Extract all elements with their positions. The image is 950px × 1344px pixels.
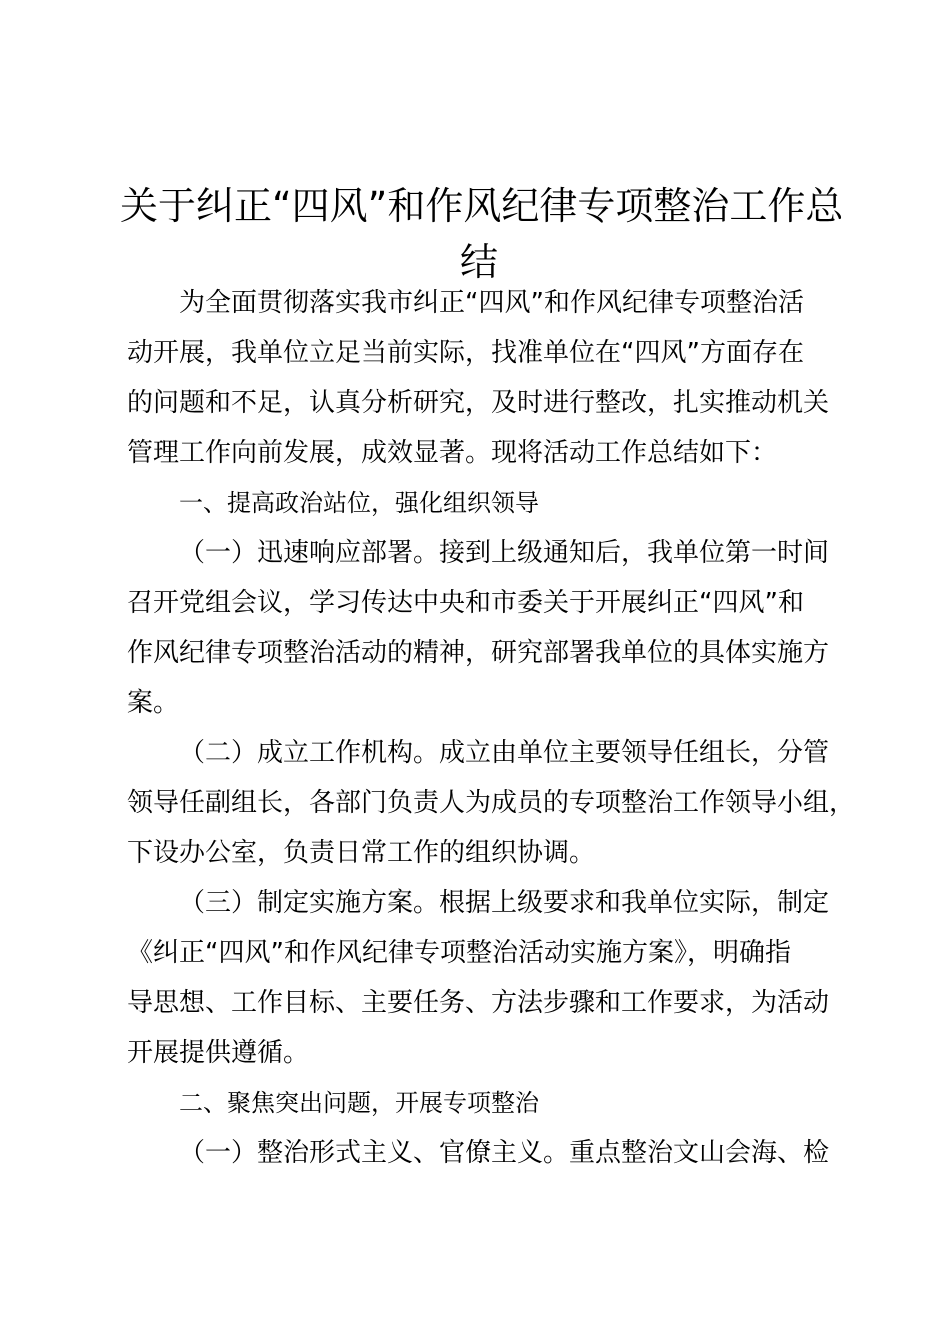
paragraph-line: （一）整治形式主义、官僚主义。重点整治文山会海、检 xyxy=(179,1138,830,1168)
subsection-paragraph xyxy=(127,528,847,728)
paragraph-line: （三）制定实施方案。根据上级要求和我单位实际，制定 xyxy=(179,888,830,918)
paragraph-line: （二）成立工作机构。成立由单位主要领导任组长，分管 xyxy=(179,738,830,768)
paragraph-line: 召开党组会议，学习传达中央和市委关于开展纠正“四风”和 xyxy=(127,588,804,618)
subsection-paragraph xyxy=(127,1128,847,1178)
paragraph-line: 下设办公室，负责日常工作的组织协调。 xyxy=(127,838,596,868)
paragraph-line: 领导任副组长，各部门负责人为成员的专项整治工作领导小组， xyxy=(127,788,856,818)
paragraph-line: 管理工作向前发展，成效显著。现将活动工作总结如下： xyxy=(127,438,778,468)
paragraph-line: （一）迅速响应部署。接到上级通知后，我单位第一时间 xyxy=(179,538,830,568)
intro-paragraph xyxy=(127,278,847,478)
subsection-paragraph xyxy=(127,728,856,878)
paragraph-line: 的问题和不足，认真分析研究，及时进行整改，扎实推动机关 xyxy=(127,388,830,418)
section-heading: 二、聚焦突出问题，开展专项整治 xyxy=(179,1089,539,1117)
paragraph-line: 动开展，我单位立足当前实际，找准单位在“四风”方面存在 xyxy=(127,338,804,368)
title-line-1: 关于纠正“四风”和作风纪律专项整治工作总 xyxy=(120,184,844,228)
paragraph-line: 《纠正“四风”和作风纪律专项整治活动实施方案》，明确指 xyxy=(127,938,791,968)
paragraph-line: 案。 xyxy=(127,688,180,718)
paragraph-line: 作风纪律专项整治活动的精神，研究部署我单位的具体实施方 xyxy=(127,638,830,668)
paragraph-line: 为全面贯彻落实我市纠正“四风”和作风纪律专项整治活 xyxy=(179,288,804,318)
paragraph-line: 导思想、工作目标、主要任务、方法步骤和工作要求，为活动 xyxy=(127,988,830,1018)
section-heading: 一、提高政治站位，强化组织领导 xyxy=(179,489,539,517)
subsection-paragraph xyxy=(127,878,847,1078)
section-heading-1 xyxy=(127,478,847,528)
document-title xyxy=(120,178,844,290)
title-line-2: 结 xyxy=(459,240,498,284)
section-heading-2 xyxy=(127,1078,847,1128)
document-body xyxy=(127,278,856,1178)
paragraph-line: 开展提供遵循。 xyxy=(127,1038,310,1068)
